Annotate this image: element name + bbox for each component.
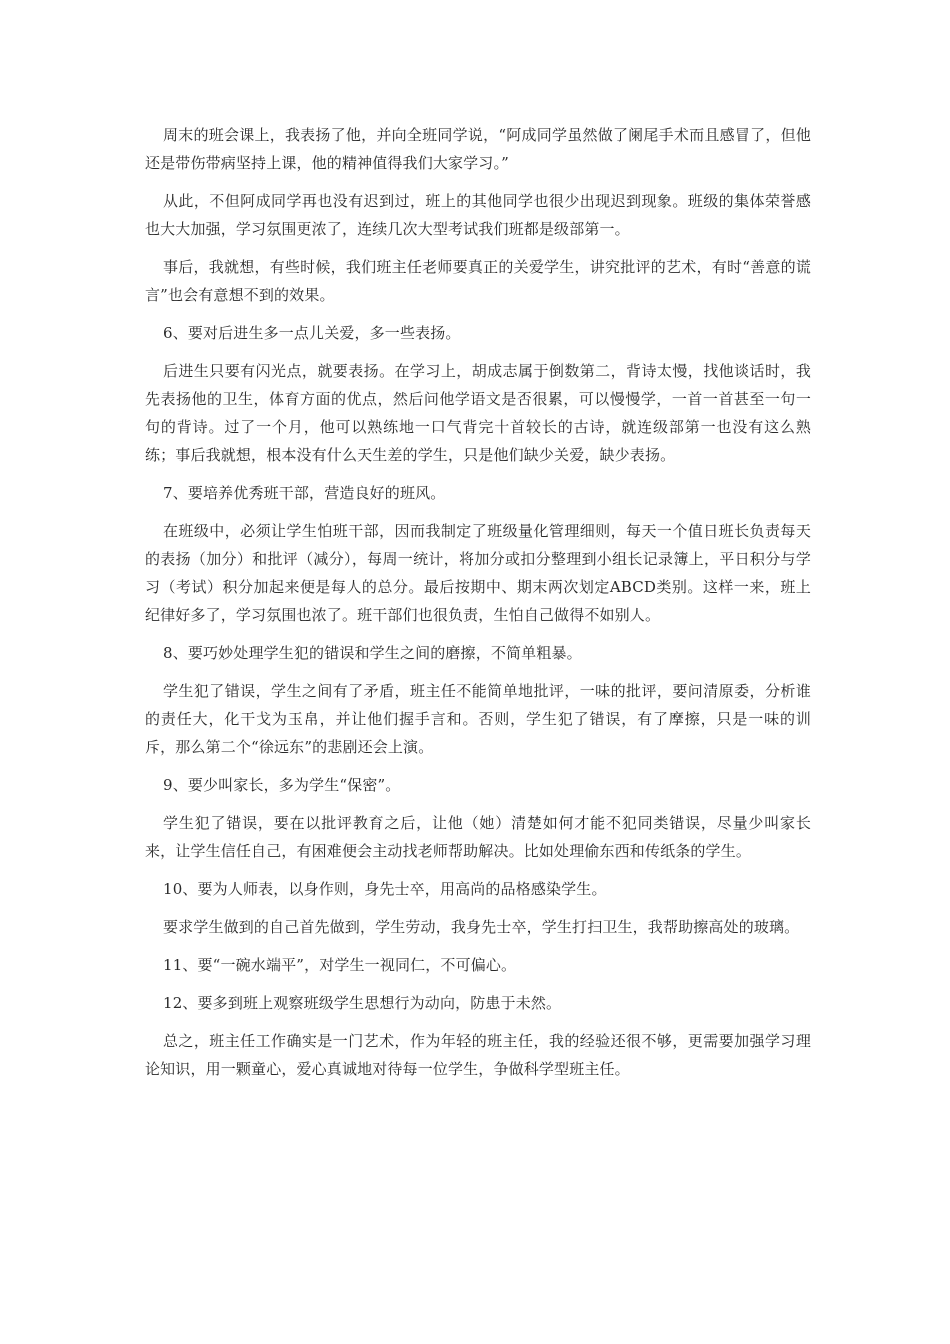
section-heading: 12、要多到班上观察班级学生思想行为动向，防患于未然。 bbox=[163, 994, 562, 1012]
paragraph: 从此，不但阿成同学再也没有迟到过，班上的其他同学也很少出现迟到现象。班级的集体荣誉感也大大加强，学习氛围更浓了，连续几次大型考试我们班都是级部第一。 bbox=[145, 192, 811, 238]
section-heading: 6、要对后进生多一点儿关爱，多一些表扬。 bbox=[163, 324, 461, 342]
paragraph: 周末的班会课上，我表扬了他，并向全班同学说，“阿成同学虽然做了阑尾手术而且感冒了，但他还是带伤带病坚持上课，他的精神值得我们大家学习。” bbox=[145, 126, 811, 172]
paragraph: 事后，我就想，有些时候，我们班主任老师要真正的关爱学生，讲究批评的艺术，有时“善意的谎言”也会有意想不到的效果。 bbox=[145, 258, 811, 304]
section-heading: 8、要巧妙处理学生犯的错误和学生之间的磨擦，不简单粗暴。 bbox=[163, 644, 582, 662]
paragraph: 要求学生做到的自己首先做到，学生劳动，我身先士卒，学生打扫卫生，我帮助擦高处的玻璃。 bbox=[163, 918, 800, 936]
paragraph: 在班级中，必须让学生怕班干部，因而我制定了班级量化管理细则，每天一个值日班长负责每天的表扬（加分）和批评（减分），每周一统计，将加分或扣分整理到小组长记录簿上，平日积分与学习（考试）积分加起来便是每人的总分。最后按期中、期末两次划定ABCD类别。这样一来，班上纪律好多了，学习氛围也浓了。班干部们也很负责，生怕自己做得不如别人。 bbox=[145, 522, 811, 624]
section-heading: 10、要为人师表，以身作则，身先士卒，用高尚的品格感染学生。 bbox=[163, 880, 607, 898]
paragraph: 后进生只要有闪光点，就要表扬。在学习上，胡成志属于倒数第二，背诗太慢，找他谈话时，我先表扬他的卫生，体育方面的优点，然后问他学语文是否很累，可以慢慢学，一首一首甚至一句一句的背诗。过了一个月，他可以熟练地一口气背完十首较长的古诗，就连级部第一也没有这么熟练；事后我就想，根本没有什么天生差的学生，只是他们缺少关爱，缺少表扬。 bbox=[145, 362, 811, 464]
section-heading: 9、要少叫家长，多为学生“保密”。 bbox=[163, 776, 401, 794]
section-heading: 11、要“一碗水端平”，对学生一视同仁，不可偏心。 bbox=[163, 956, 517, 974]
document-body bbox=[145, 121, 811, 1083]
paragraph: 总之，班主任工作确实是一门艺术，作为年轻的班主任，我的经验还很不够，更需要加强学习理论知识，用一颗童心，爱心真诚地对待每一位学生，争做科学型班主任。 bbox=[145, 1032, 811, 1078]
paragraph: 学生犯了错误，学生之间有了矛盾，班主任不能简单地批评，一味的批评，要问清原委，分析谁的责任大，化干戈为玉帛，并让他们握手言和。否则，学生犯了错误，有了摩擦，只是一味的训斥，那么第二个“徐远东”的悲剧还会上演。 bbox=[145, 682, 811, 756]
section-heading: 7、要培养优秀班干部，营造良好的班风。 bbox=[163, 484, 446, 502]
paragraph: 学生犯了错误，要在以批评教育之后，让他（她）清楚如何才能不犯同类错误，尽量少叫家长来，让学生信任自己，有困难便会主动找老师帮助解决。比如处理偷东西和传纸条的学生。 bbox=[145, 814, 811, 860]
